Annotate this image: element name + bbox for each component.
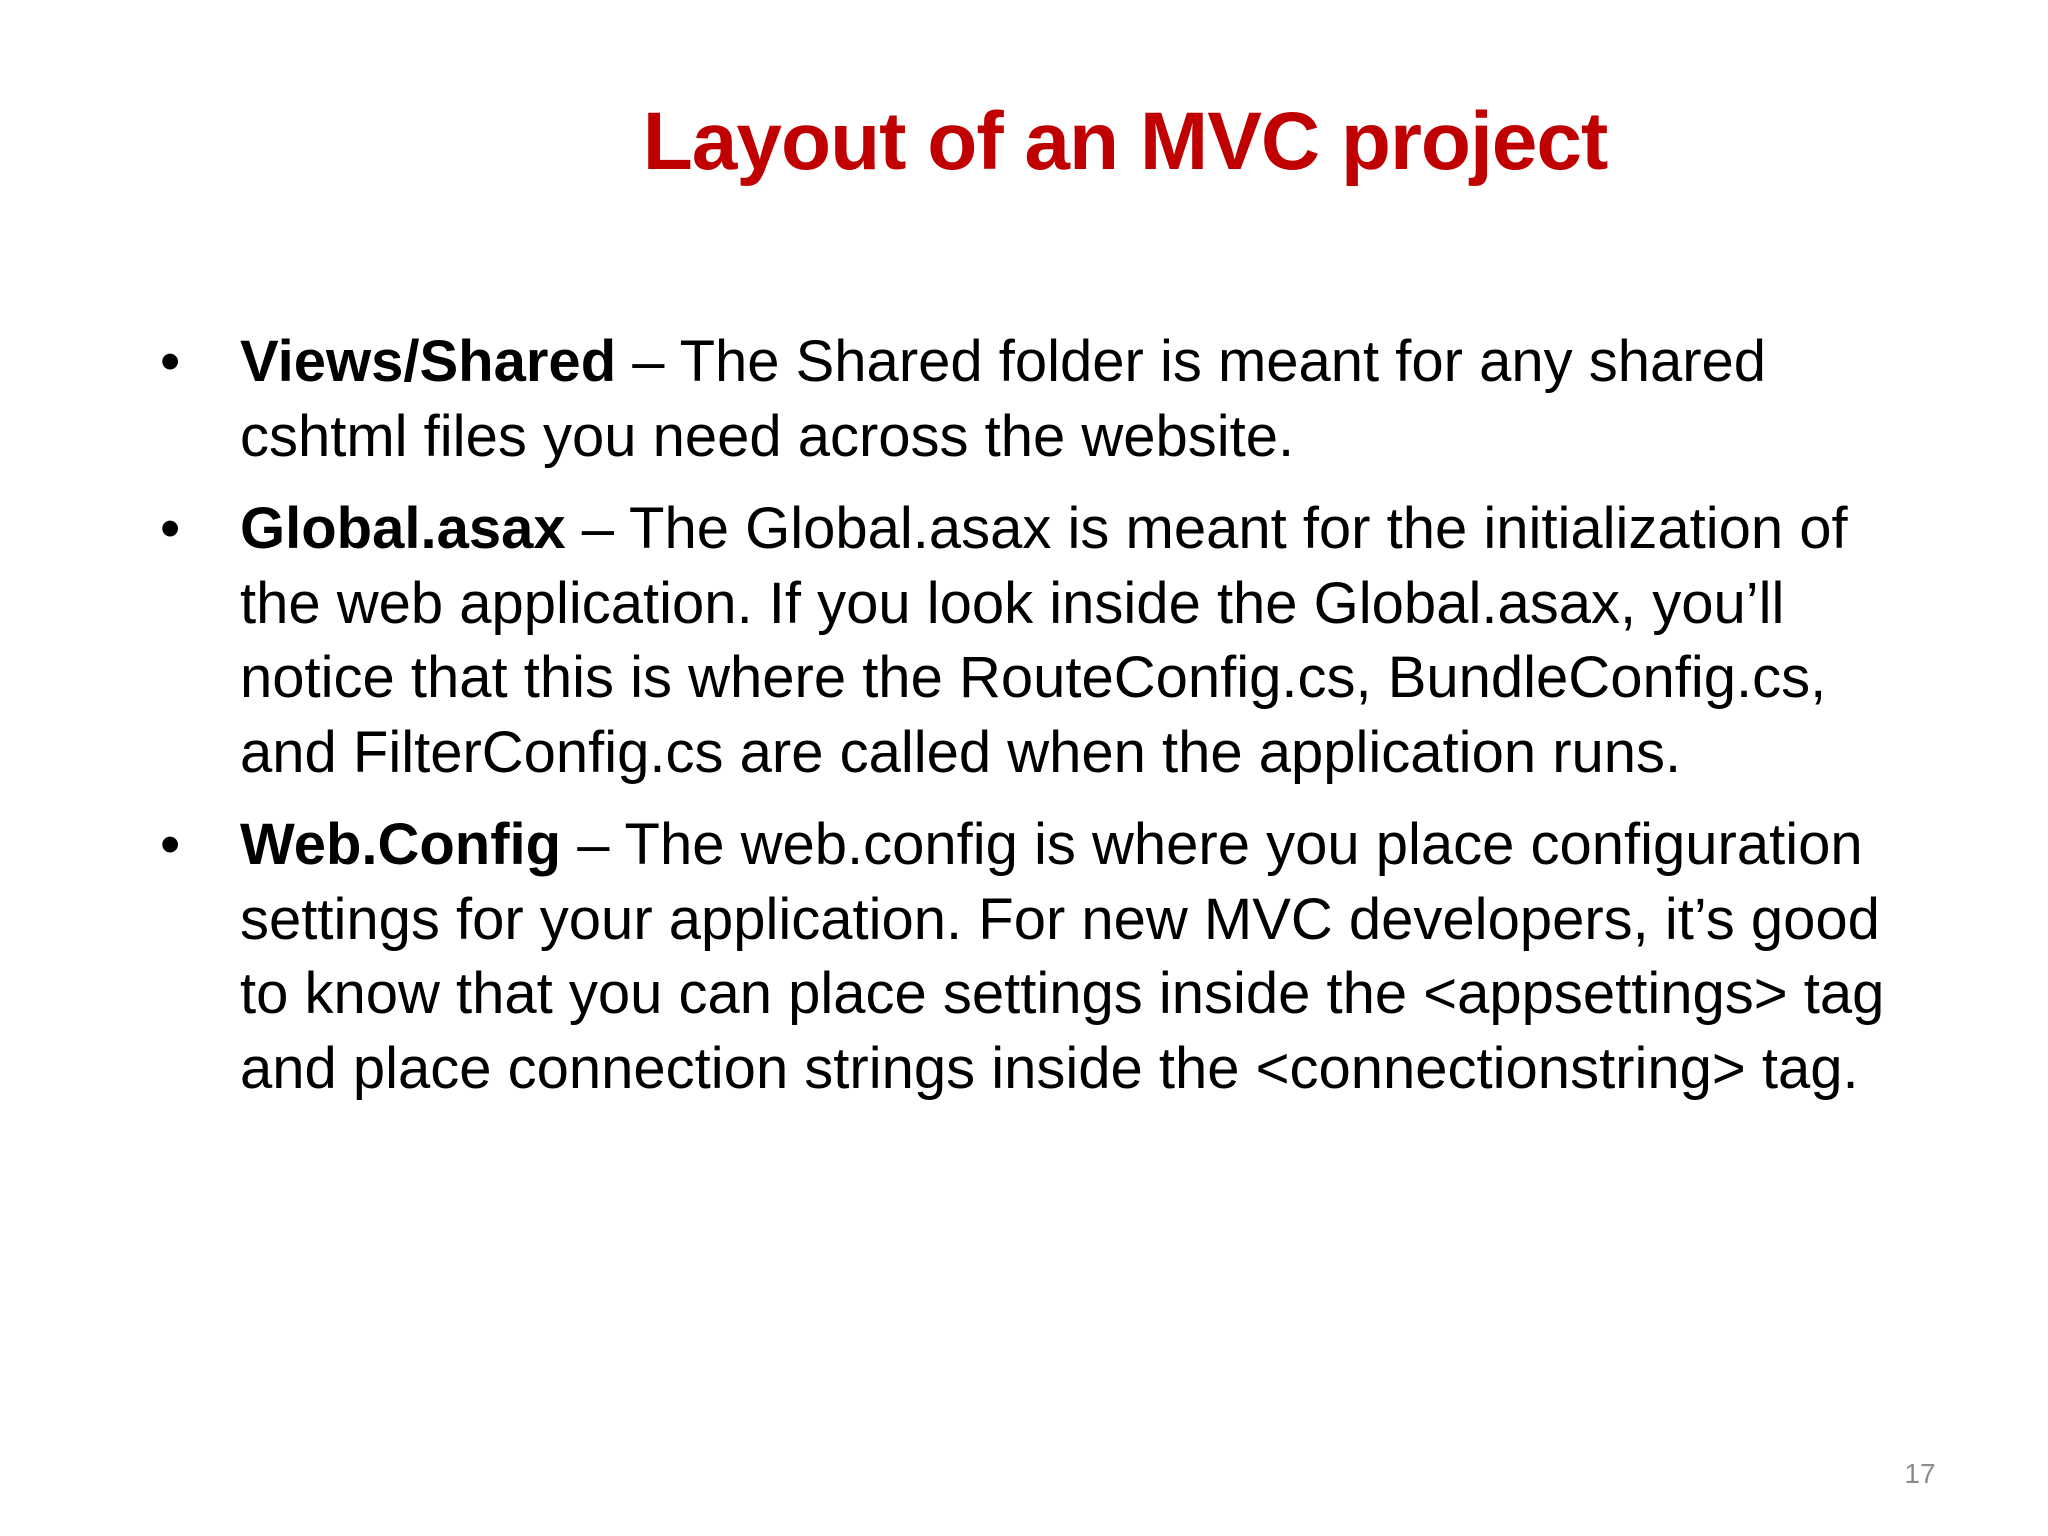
bullet-text: The web.config is where you place configuration settings for your application. For new MVC developers, it’s good to know that you can place settings inside the <appsettings> tag and place connection strings inside the <connectionstring> tag.: [240, 812, 1885, 1101]
bullet-marker: •: [160, 496, 181, 561]
bullet-item-global-asax: [160, 492, 1920, 790]
bullet-term: Web.Config: [240, 812, 562, 877]
bullet-item-web-config: [160, 808, 1920, 1106]
bullet-separator: –: [565, 496, 630, 561]
bullet-term: Views/Shared: [240, 329, 617, 394]
bullet-text: The Shared folder is meant for any shared cshtml files you need across the website.: [240, 329, 1767, 469]
bullet-marker: •: [160, 329, 181, 394]
bullet-separator: –: [616, 329, 680, 394]
slide-title: Layout of an MVC project: [642, 96, 1608, 187]
bullet-term: Global.asax: [240, 496, 566, 561]
bullet-separator: –: [561, 812, 625, 877]
bullet-text: The Global.asax is meant for the initialization of the web application. If you look inside the Global.asax, you’ll notice that this is where the RouteConfig.cs, BundleConfig.cs, and FilterConfig.cs are called when the application runs.: [240, 496, 1848, 785]
bullet-item-views-shared: [160, 325, 1920, 474]
page-number: 17: [1904, 1458, 1936, 1489]
bullet-list: [160, 325, 1920, 1124]
bullet-marker: •: [160, 812, 181, 877]
